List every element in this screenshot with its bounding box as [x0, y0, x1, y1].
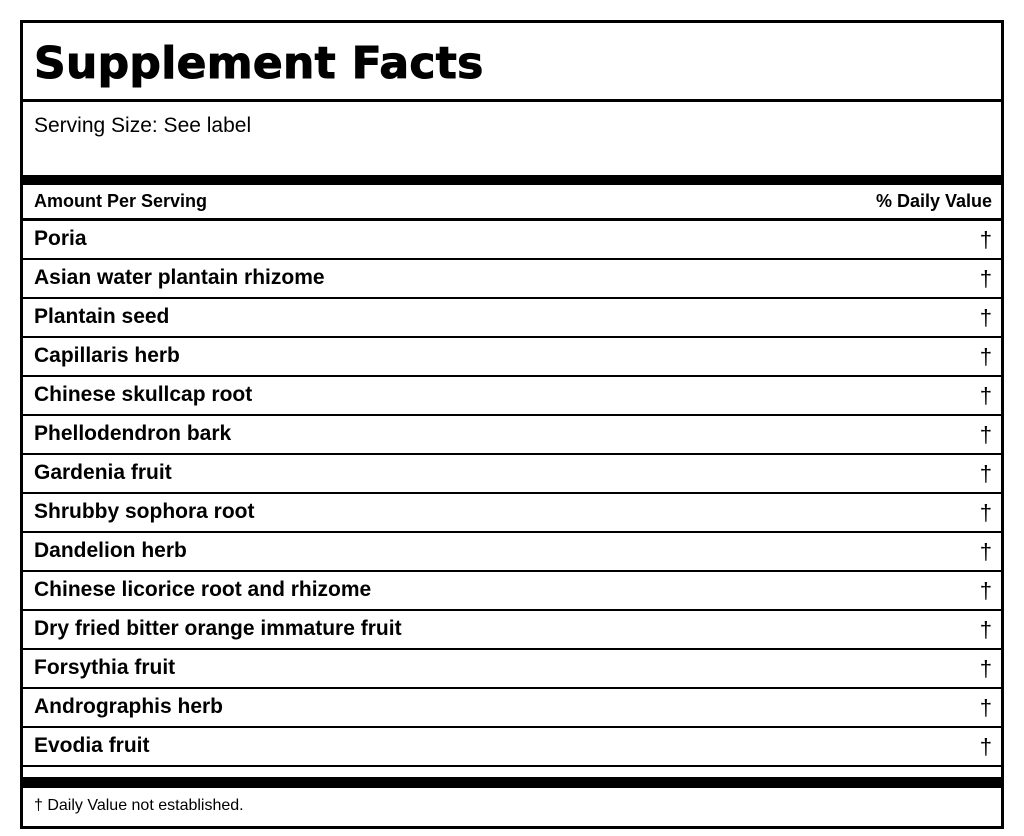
ingredient-row [23, 533, 1001, 572]
footnote-text: † Daily Value not established. [34, 797, 244, 814]
ingredient-name: Poria [34, 227, 87, 250]
ingredient-daily-value: † [979, 656, 992, 681]
ingredient-daily-value: † [979, 344, 992, 369]
amount-per-serving-header: Amount Per Serving [34, 191, 208, 211]
ingredient-daily-value: † [979, 734, 992, 759]
ingredient-row [23, 650, 1001, 689]
ingredient-row [23, 299, 1001, 338]
ingredient-daily-value: † [979, 578, 992, 603]
ingredient-name: Andrographis herb [34, 695, 224, 718]
ingredient-name: Chinese skullcap root [34, 383, 253, 406]
ingredient-row [23, 728, 1001, 767]
ingredient-row [23, 494, 1001, 533]
label-title: Supplement Facts [34, 38, 484, 89]
ingredient-daily-value: † [979, 539, 992, 564]
ingredient-name: Forsythia fruit [34, 656, 176, 679]
ingredient-row [23, 455, 1001, 494]
ingredient-row [23, 689, 1001, 728]
ingredient-row [23, 572, 1001, 611]
ingredient-row [23, 338, 1001, 377]
ingredient-row [23, 611, 1001, 650]
column-header [23, 185, 1001, 221]
footnote-section [23, 786, 1001, 828]
ingredient-row [23, 416, 1001, 455]
ingredient-row [23, 260, 1001, 299]
ingredient-daily-value: † [979, 266, 992, 291]
ingredient-name: Asian water plantain rhizome [34, 266, 325, 289]
divider-thick-bottom [23, 777, 1001, 786]
serving-size: Serving Size: See label [34, 114, 252, 137]
ingredient-name: Shrubby sophora root [34, 500, 255, 523]
ingredient-name: Plantain seed [34, 305, 170, 328]
ingredient-daily-value: † [979, 305, 992, 330]
ingredient-name: Evodia fruit [34, 734, 150, 757]
divider-thick-top [23, 175, 1001, 185]
title-section [23, 23, 1001, 102]
ingredient-row [23, 221, 1001, 260]
supplement-facts-label [20, 20, 1004, 829]
ingredient-daily-value: † [979, 227, 992, 252]
ingredient-daily-value: † [979, 500, 992, 525]
ingredient-daily-value: † [979, 617, 992, 642]
ingredient-name: Dry fried bitter orange immature fruit [34, 617, 402, 640]
ingredient-daily-value: † [979, 422, 992, 447]
ingredient-daily-value: † [979, 695, 992, 720]
ingredient-daily-value: † [979, 383, 992, 408]
ingredient-daily-value: † [979, 461, 992, 486]
ingredient-name: Phellodendron bark [34, 422, 232, 445]
daily-value-header: % Daily Value [875, 191, 992, 211]
ingredient-name: Dandelion herb [34, 539, 187, 562]
ingredient-name: Gardenia fruit [34, 461, 172, 484]
ingredient-list [23, 221, 1001, 767]
ingredient-row [23, 377, 1001, 416]
ingredient-name: Chinese licorice root and rhizome [34, 578, 372, 601]
ingredient-name: Capillaris herb [34, 344, 180, 367]
serving-section [23, 102, 1001, 175]
